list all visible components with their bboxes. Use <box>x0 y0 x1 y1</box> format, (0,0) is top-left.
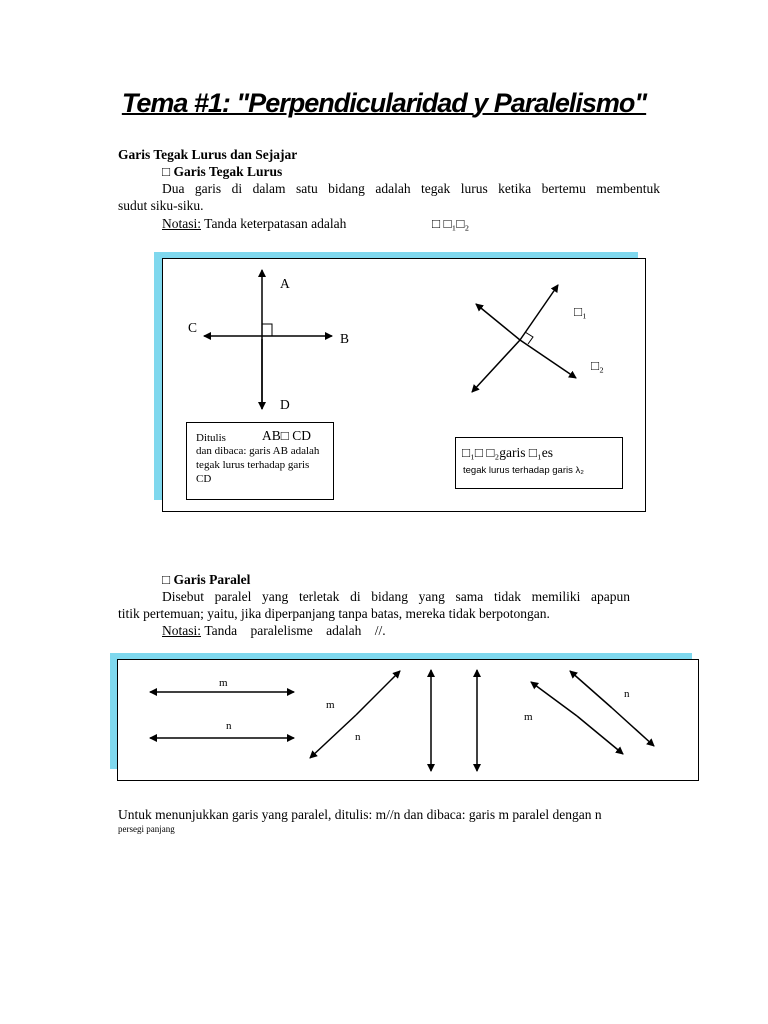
box1-line3: CD <box>196 473 212 485</box>
perp-notation <box>162 215 346 232</box>
section-title: Garis Tegak Lurus dan Sejajar <box>118 147 298 162</box>
line-bd2-up <box>570 671 612 708</box>
line-diag-up <box>356 671 400 715</box>
par-notation-text: Tanda paralelisme adalah //. <box>204 623 386 638</box>
box1-written: Ditulis <box>196 432 226 444</box>
par-notation <box>162 622 386 639</box>
notation-label: Notasi: <box>162 216 201 231</box>
par-heading <box>162 571 250 588</box>
notation-box-l1-l2 <box>455 437 623 489</box>
line-bd1-up <box>531 682 577 716</box>
par-notation-label: Notasi: <box>162 623 201 638</box>
footer-small: persegi panjang <box>118 824 175 834</box>
box2-line2: tegak lurus terhadap garis λ₂ <box>463 465 584 476</box>
label-n1: n <box>226 720 232 732</box>
label-m2: m <box>326 699 335 711</box>
perp-heading-text: Garis Tegak Lurus <box>173 164 283 179</box>
label-a: A <box>280 276 290 291</box>
label-b: B <box>340 331 350 346</box>
line-bd2-down <box>612 708 654 746</box>
label-m1: m <box>219 677 228 689</box>
line-bd1-down <box>577 716 623 754</box>
label-n2: n <box>355 731 361 743</box>
label-l2: □₂ <box>591 358 604 373</box>
par-text-line1: Disebut paralel yang terletak di bidang yang sama tidak memiliki apapun <box>162 589 630 604</box>
label-n3: n <box>624 688 630 700</box>
label-l1: □₁ <box>574 304 587 319</box>
line-l1-up <box>520 285 558 340</box>
perpendicular-figure <box>162 258 646 512</box>
right-angle-marker-2 <box>525 332 533 344</box>
page-title: Tema #1: "Perpendicularidad y Paralelismo" <box>121 88 647 118</box>
parallel-diagram <box>118 660 698 780</box>
perp-notation-symbol: □ □₁□₂ <box>432 216 470 231</box>
footer-line: Untuk menunjukkan garis yang paralel, ditulis: m//n dan dibaca: garis m paralel dengan n <box>118 807 602 822</box>
notation-text: Tanda keterpatasan adalah <box>204 216 347 231</box>
box1-notation: AB□ CD <box>262 428 312 443</box>
par-heading-text: Garis Paralel <box>173 572 251 587</box>
parallel-figure <box>117 659 699 781</box>
label-m3: m <box>524 711 533 723</box>
label-c: C <box>188 320 198 335</box>
perp-heading <box>162 163 282 180</box>
bullet-icon: □ <box>162 164 171 179</box>
label-d: D <box>280 397 290 412</box>
line-l1-down <box>472 340 520 392</box>
perp-text-line2: sudut siku-siku. <box>118 198 204 213</box>
right-angle-marker <box>262 324 272 336</box>
line-l2-up <box>476 304 520 340</box>
par-text-line2: titik pertemuan; yaitu, jika diperpanjang tanpa batas, mereka tidak berpotongan. <box>118 606 550 621</box>
line-l2-down <box>520 340 576 378</box>
box2-notation: □₁□ □₂garis □₁es <box>462 445 553 460</box>
notation-box-ab-cd <box>186 422 334 500</box>
bullet-icon: □ <box>162 572 171 587</box>
box1-line2: tegak lurus terhadap garis <box>196 459 310 471</box>
box1-line1: dan dibaca: garis AB adalah <box>196 445 320 457</box>
perp-text-line1: Dua garis di dalam satu bidang adalah tegak lurus ketika bertemu membentuk <box>162 181 660 196</box>
line-diag-down <box>310 715 356 758</box>
